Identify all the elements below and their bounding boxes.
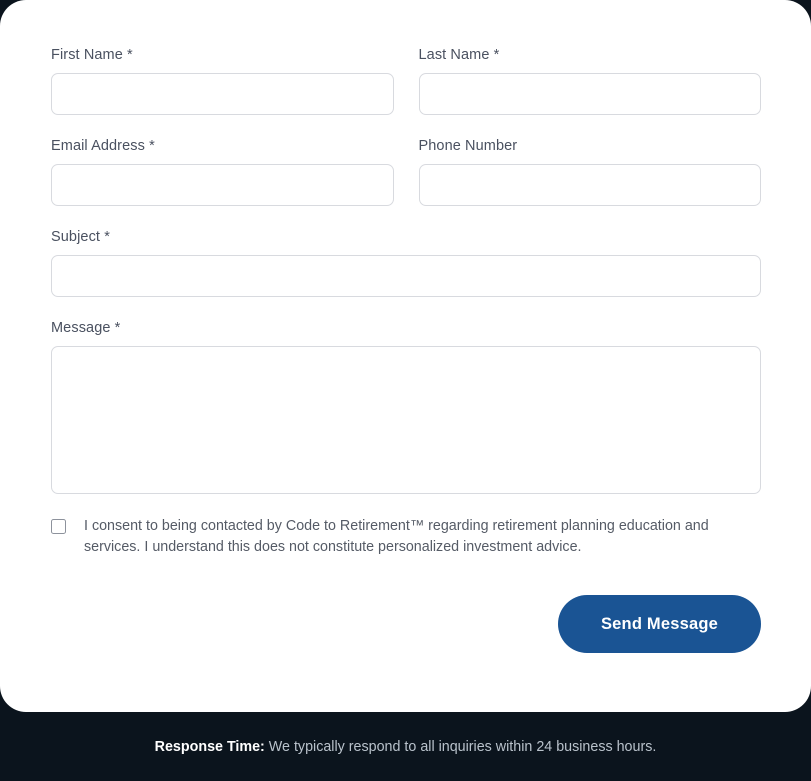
- field-first-name: [51, 46, 394, 115]
- field-email-address: [51, 137, 394, 206]
- phone-number-label: Phone Number: [418, 138, 518, 154]
- first-name-input[interactable]: [51, 73, 394, 115]
- message-input[interactable]: [51, 346, 761, 494]
- consent-row: [51, 516, 761, 557]
- first-name-label: First Name *: [51, 47, 133, 63]
- subject-input[interactable]: [51, 255, 761, 297]
- email-address-label: Email Address *: [51, 138, 155, 154]
- field-last-name: [419, 46, 762, 115]
- response-time-detail: We typically respond to all inquiries within 24 business hours.: [264, 738, 657, 755]
- email-address-input[interactable]: [51, 164, 394, 206]
- subject-label: Subject *: [51, 229, 110, 245]
- response-time-label: Response Time:: [154, 738, 265, 755]
- last-name-label: Last Name *: [418, 47, 500, 63]
- field-message: [51, 319, 761, 494]
- response-time-footer: [0, 712, 811, 781]
- phone-number-input[interactable]: [419, 164, 762, 206]
- form-row-name: [51, 46, 761, 115]
- submit-row: [51, 595, 761, 653]
- response-time-text: [155, 737, 657, 757]
- field-phone-number: [419, 137, 762, 206]
- send-message-button[interactable]: Send Message: [558, 595, 761, 653]
- last-name-input[interactable]: [419, 73, 762, 115]
- field-subject: [51, 228, 761, 297]
- consent-checkbox[interactable]: [51, 519, 66, 534]
- message-label: Message *: [51, 320, 121, 336]
- form-row-contact: [51, 137, 761, 206]
- consent-label: I consent to being contacted by Code to Retirement™ regarding retirement planning education and services. I understand this does not constitute personalized investment advice.: [84, 518, 709, 555]
